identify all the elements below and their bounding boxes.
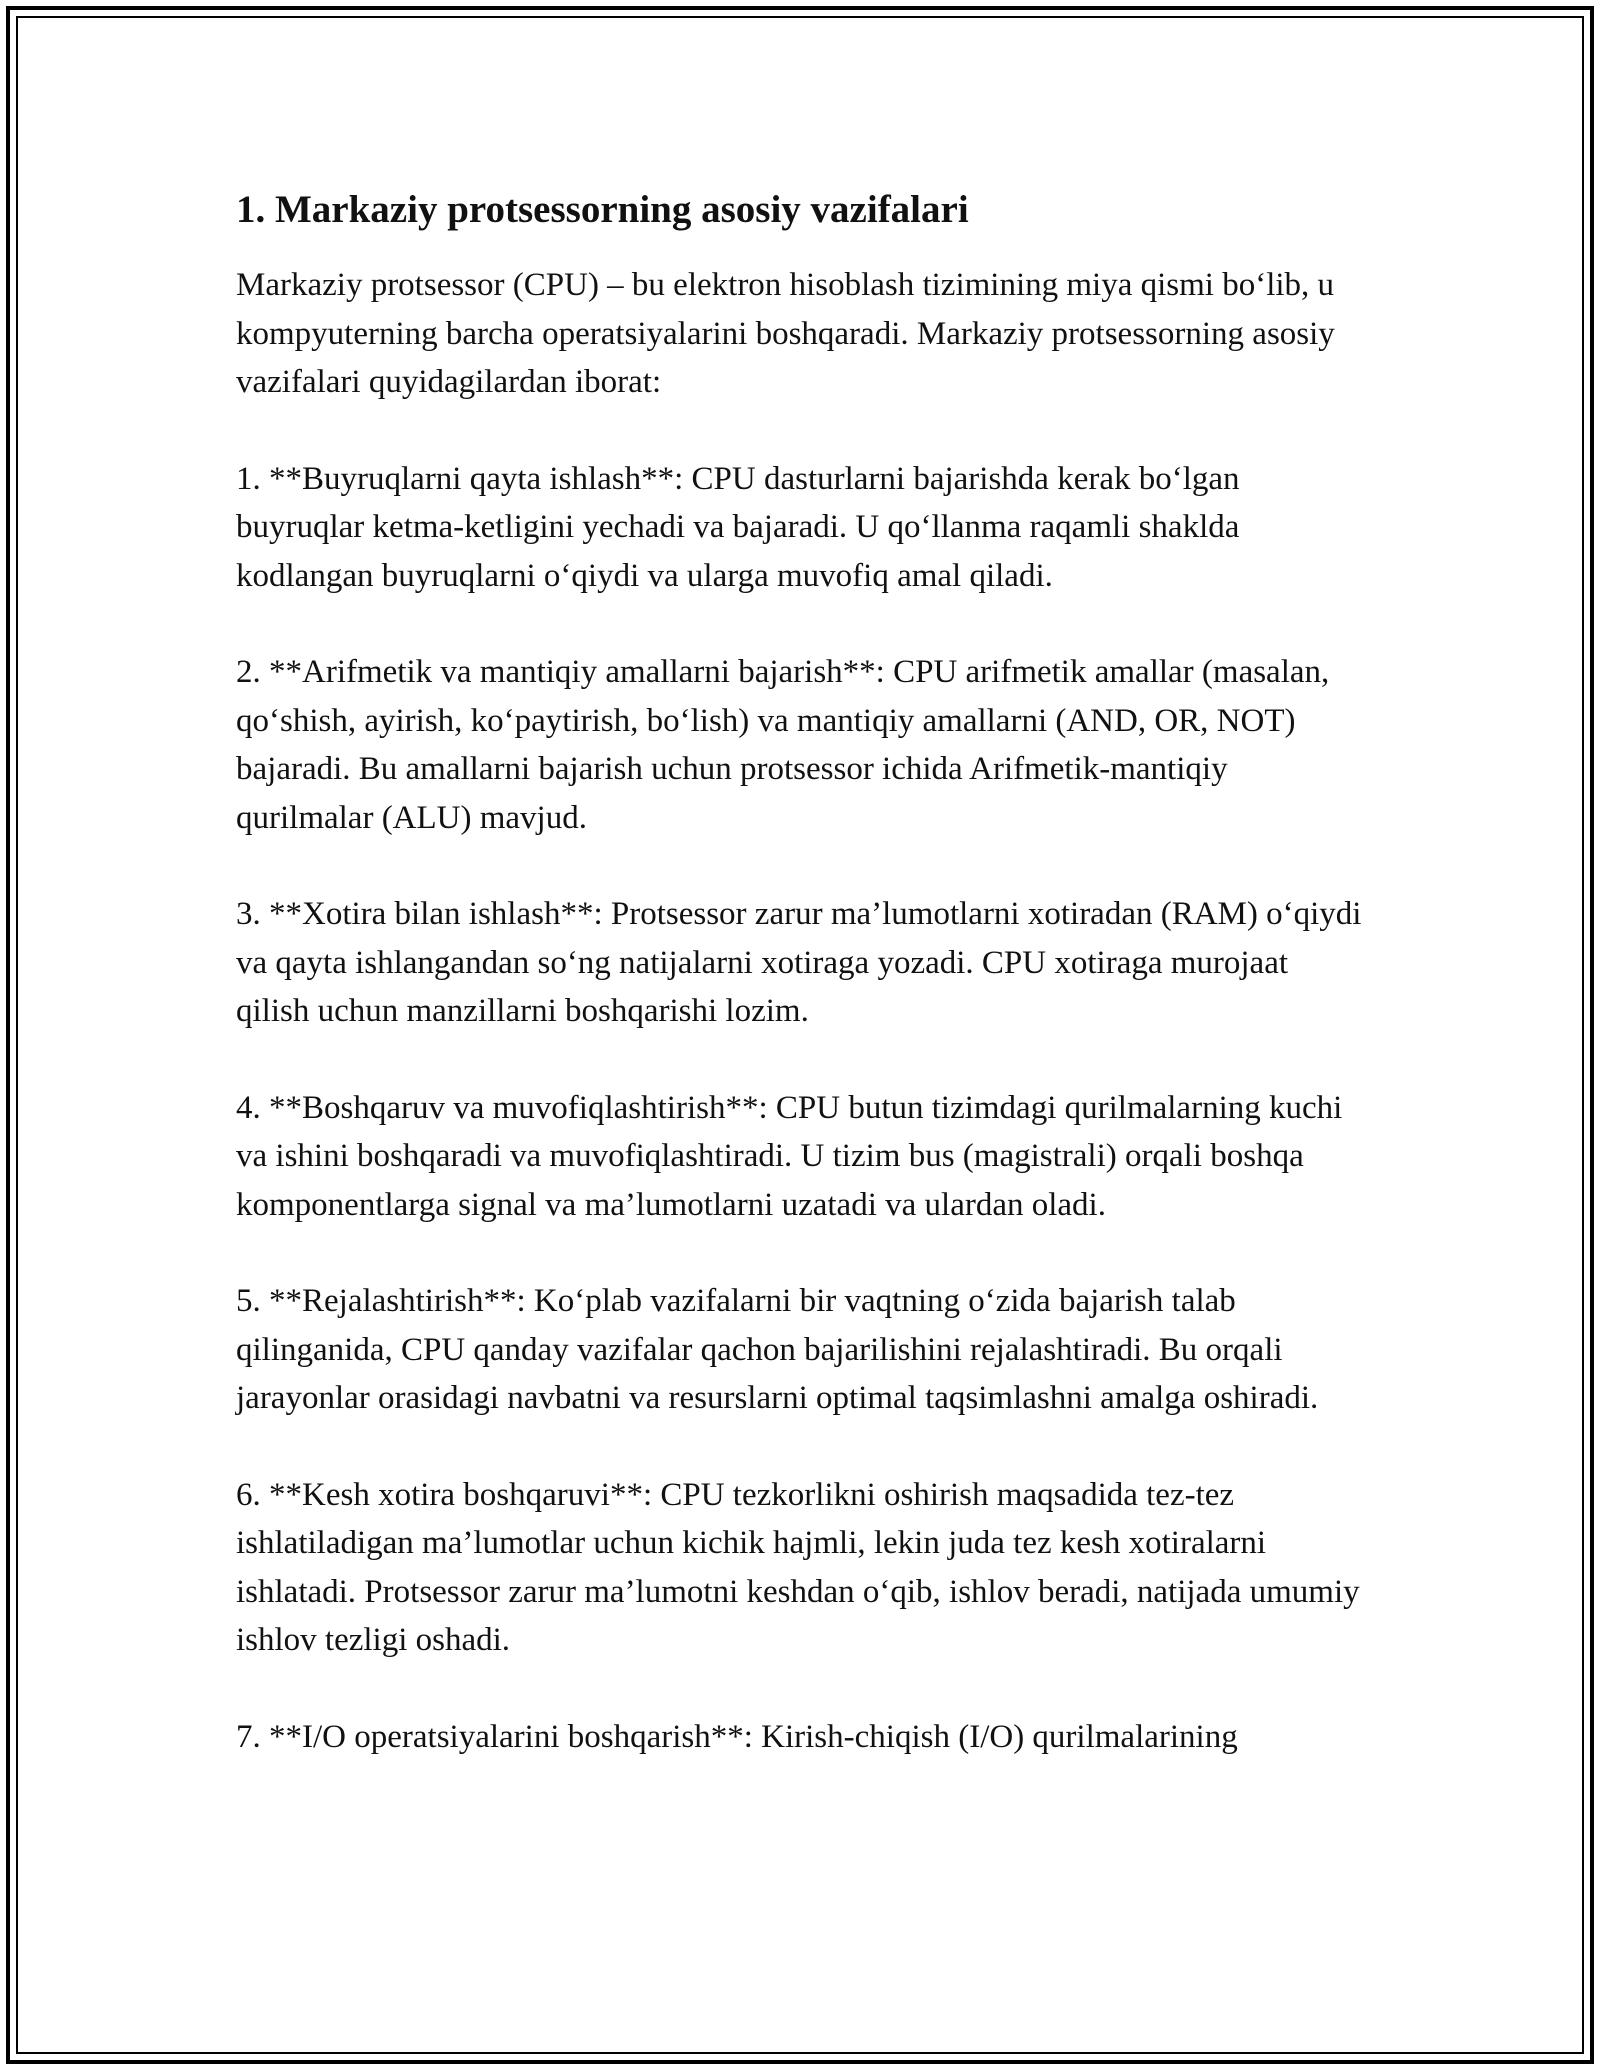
- list-item-2: 2. **Arifmetik va mantiqiy amallarni bajarish**: CPU arifmetik amallar (masalan, qo‘shish, ayirish, ko‘paytirish, bo‘lish) va mantiqiy amallarni (AND, OR, NOT) bajaradi. Bu amallarni bajarish uchun protsessor ichida Arifmetik-mantiqiy qurilmalar (ALU) mavjud.: [236, 654, 1330, 836]
- list-item-7: 7. **I/O operatsiyalarini boshqarish**: Kirish-chiqish (I/O) qurilmalarining: [236, 1718, 1238, 1755]
- section-heading: 1. Markaziy protsessorning asosiy vazifalari: [236, 188, 969, 231]
- list-item-3: 3. **Xotira bilan ishlash**: Protsessor zarur ma’lumotlarni xotiradan (RAM) o‘qiydi va qayta ishlangandan so‘ng natijalarni xotiraga yozadi. CPU xotiraga murojaat qilish uchun manzillarni boshqarishi lozim.: [236, 896, 1362, 1029]
- document-body: [236, 185, 1366, 1809]
- list-item-5: 5. **Rejalashtirish**: Ko‘plab vazifalarni bir vaqtning o‘zida bajarish talab qilinganida, CPU qanday vazifalar qachon bajarilishini rejalashtiradi. Bu orqali jarayonlar orasidagi navbatni va resurslarni optimal taqsimlashni amalga oshiradi.: [236, 1283, 1319, 1416]
- intro-paragraph: Markaziy protsessor (CPU) – bu elektron hisoblash tizimining miya qismi bo‘lib, u kompyuterning barcha operatsiyalarini boshqaradi. Markaziy protsessorning asosiy vazifalari quyidagilardan iborat:: [236, 267, 1335, 400]
- list-item-1: 1. **Buyruqlarni qayta ishlash**: CPU dasturlarni bajarishda kerak bo‘lgan buyruqlar ketma-ketligini yechadi va bajaradi. U qo‘llanma raqamli shaklda kodlangan buyruqlarni o‘qiydi va ularga muvofiq amal qiladi.: [236, 460, 1240, 594]
- list-item-4: 4. **Boshqaruv va muvofiqlashtirish**: CPU butun tizimdagi qurilmalarning kuchi va ishini boshqaradi va muvofiqlashtiradi. U tizim bus (magistrali) orqali boshqa komponentlarga signal va ma’lumotlarni uzatadi va ulardan oladi.: [236, 1089, 1343, 1223]
- list-item-6: 6. **Kesh xotira boshqaruvi**: CPU tezkorlikni oshirish maqsadida tez-tez ishlatiladigan ma’lumotlar uchun kichik hajmli, lekin juda tez kesh xotiralarni ishlatadi. Protsessor zarur ma’lumotni keshdan o‘qib, ishlov beradi, natijada umumiy ishlov tezligi oshadi.: [236, 1476, 1360, 1658]
